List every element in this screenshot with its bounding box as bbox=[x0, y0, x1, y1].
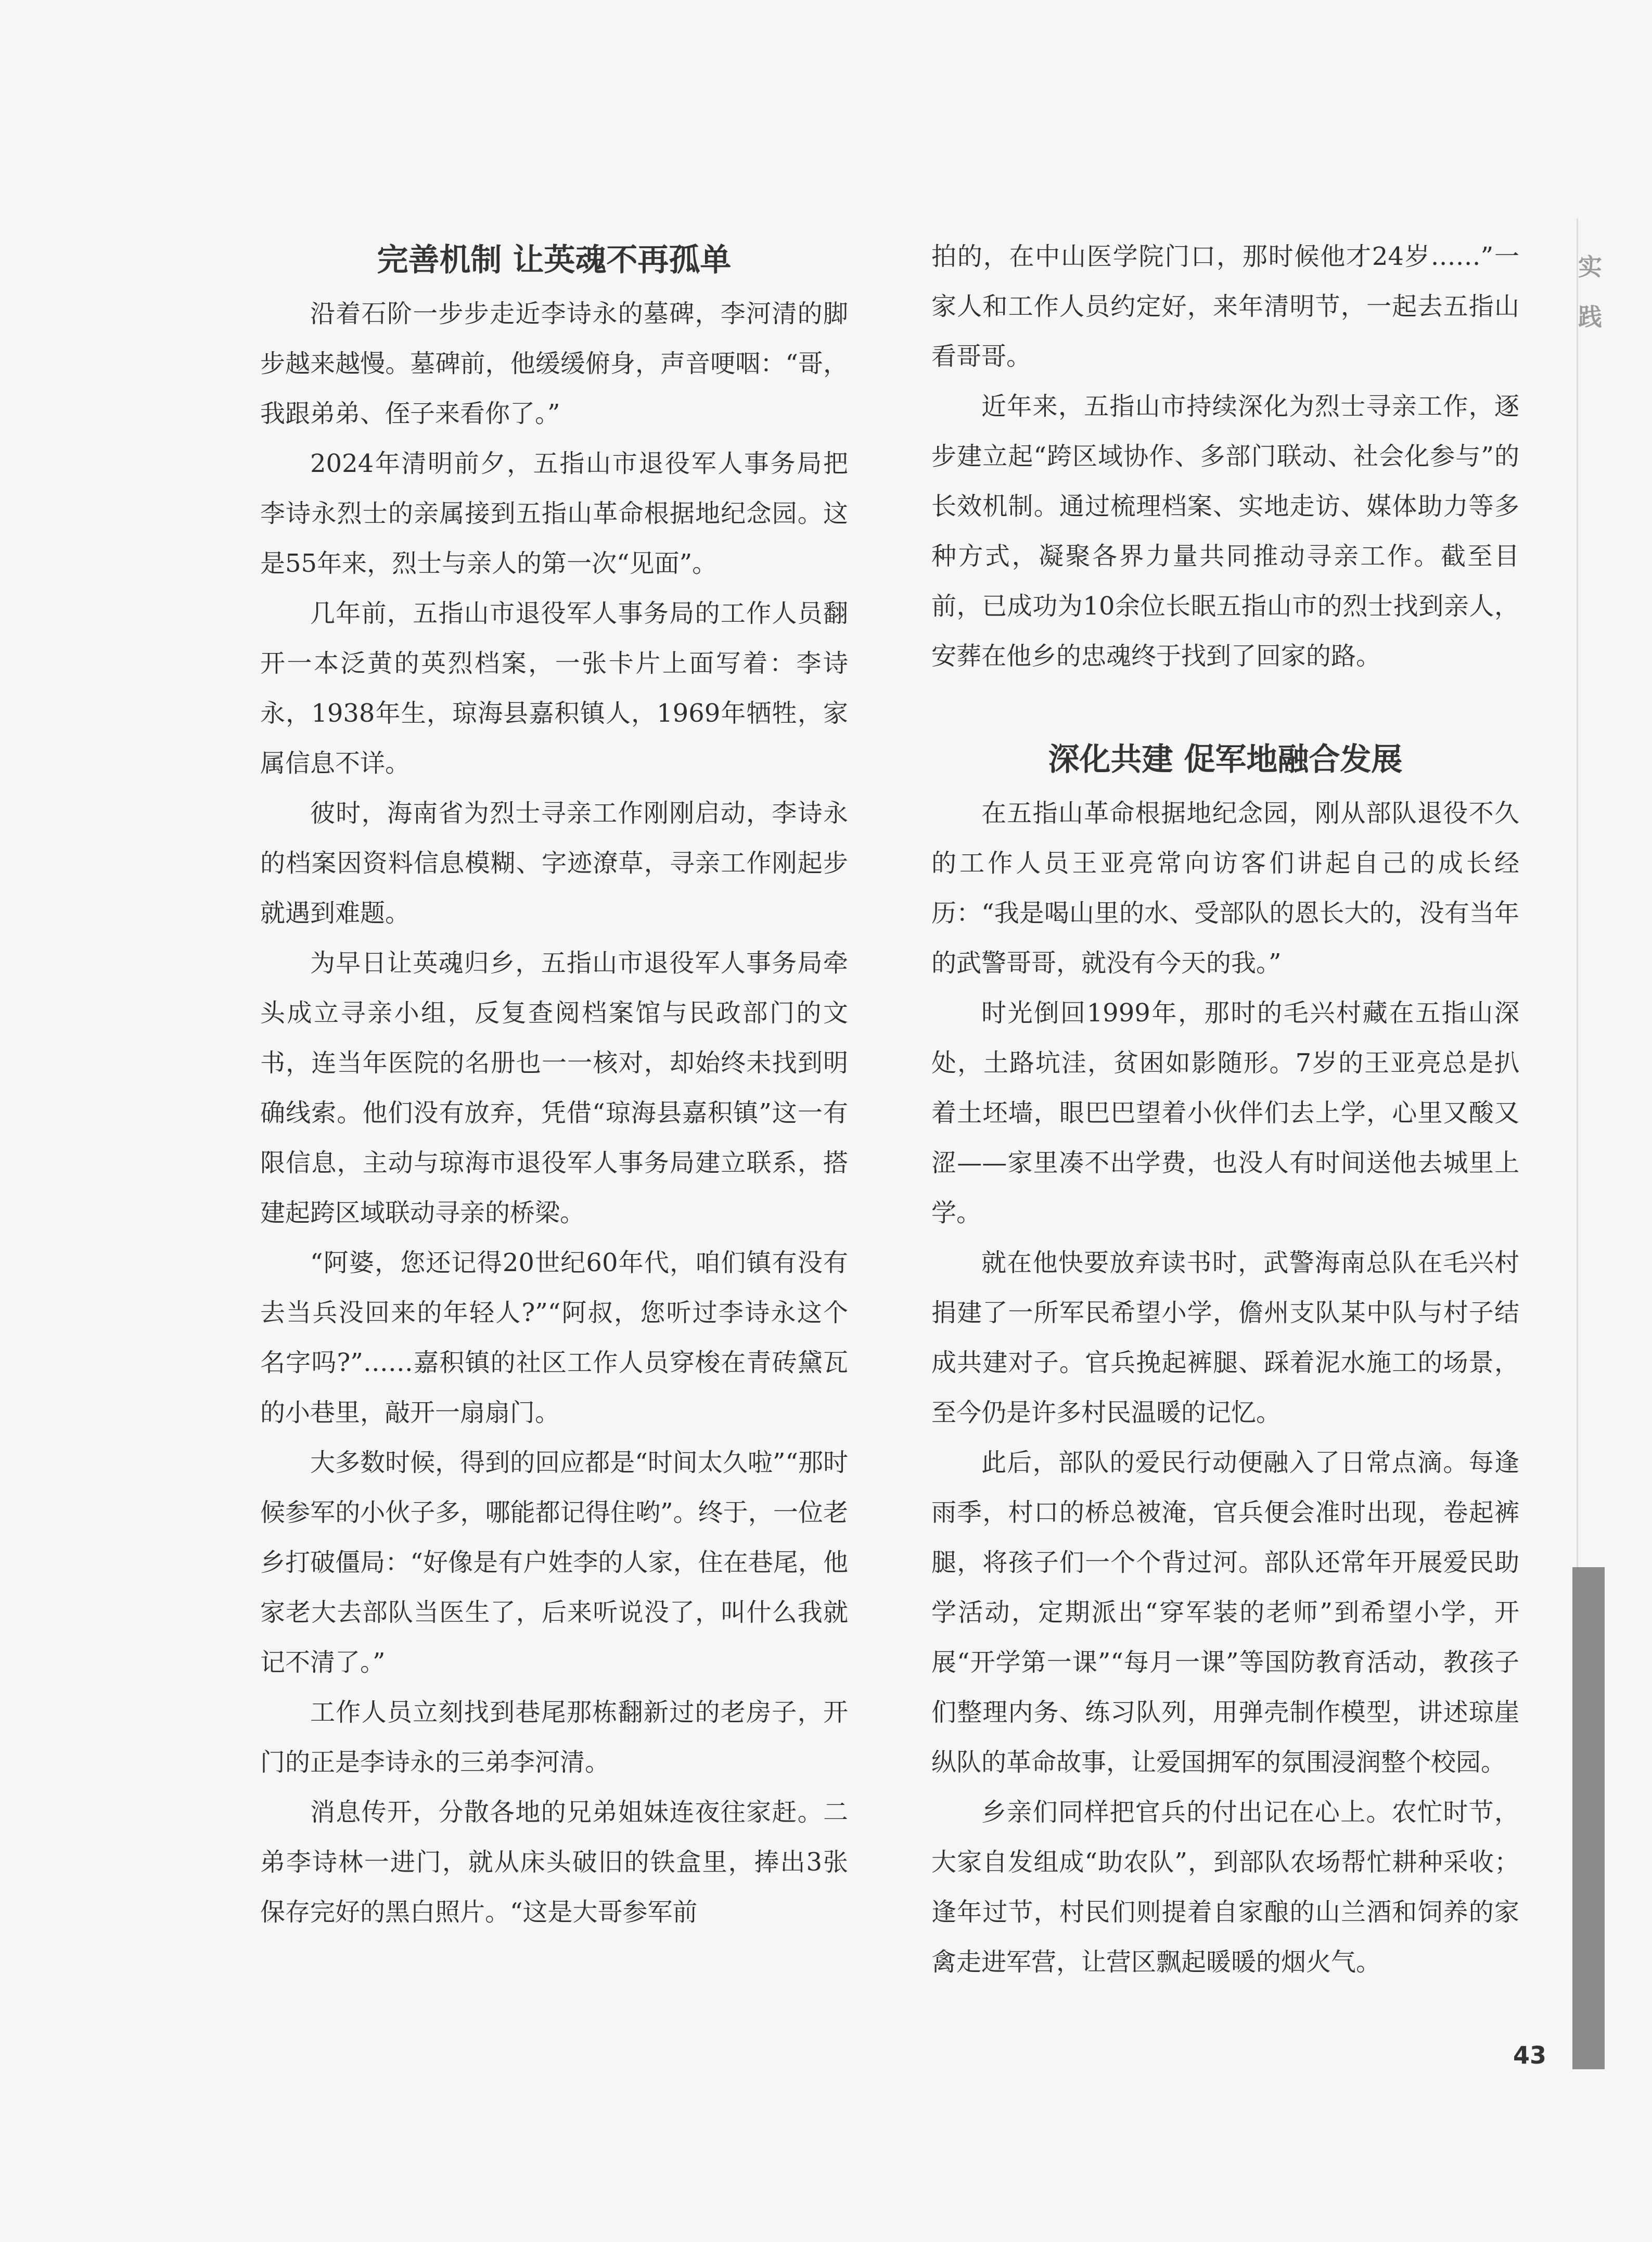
section-spacer bbox=[931, 681, 1519, 731]
paragraph: 就在他快要放弃读书时，武警海南总队在毛兴村捐建了一所军民希望小学，儋州支队某中队与村子结成共建对子。官兵挽起裤腿、踩着泥水施工的场景，至今仍是许多村民温暖的记忆。 bbox=[931, 1248, 1519, 1427]
right-column bbox=[931, 232, 1519, 1987]
paragraph: 此后，部队的爱民行动便融入了日常点滴。每逢雨季，村口的桥总被淹，官兵便会准时出现，卷起裤腿，将孩子们一个个背过河。部队还常年开展爱民助学活动，定期派出“穿军装的老师”到希望小学，开展“开学第一课”“每月一课”等国防教育活动，教孩子们整理内务、练习队列，用弹壳制作模型，讲述琼崖纵队的革命故事，让爱国拥军的氛围浸润整个校园。 bbox=[931, 1448, 1519, 1777]
paragraph: 为早日让英魂归乡，五指山市退役军人事务局牵头成立寻亲小组，反复查阅档案馆与民政部门的文书，连当年医院的名册也一一核对，却始终未找到明确线索。他们没有放弃，凭借“琼海县嘉积镇”这一有限信息，主动与琼海市退役军人事务局建立联系，搭建起跨区域联动寻亲的桥梁。 bbox=[260, 949, 848, 1227]
paragraph: 在五指山革命根据地纪念园，刚从部队退役不久的工作人员王亚亮常向访客们讲起自己的成长经历：“我是喝山里的水、受部队的恩长大的，没有当年的武警哥哥，就没有今天的我。” bbox=[931, 799, 1519, 978]
paragraph: 近年来，五指山市持续深化为烈士寻亲工作，逐步建立起“跨区域协作、多部门联动、社会化参与”的长效机制。通过梳理档案、实地走访、媒体助力等多种方式，凝聚各界力量共同推动寻亲工作。截至目前，已成功为10余位长眠五指山市的烈士找到亲人，安葬在他乡的忠魂终于找到了回家的路。 bbox=[931, 392, 1519, 671]
paragraph: 沿着石阶一步步走近李诗永的墓碑，李河清的脚步越来越慢。墓碑前，他缓缓俯身，声音哽咽：“哥，我跟弟弟、侄子来看你了。” bbox=[260, 299, 848, 428]
page-number: 43 bbox=[1513, 2041, 1546, 2069]
section-heading-1: 完善机制 让英魂不再孤单 bbox=[377, 242, 732, 278]
paragraph: 2024年清明前夕，五指山市退役军人事务局把李诗永烈士的亲属接到五指山革命根据地纪念园。这是55年来，烈士与亲人的第一次“见面”。 bbox=[260, 449, 848, 578]
paragraph: 大多数时候，得到的回应都是“时间太久啦”“那时候参军的小伙子多，哪能都记得住哟”。终于，一位老乡打破僵局：“好像是有户姓李的人家，住在巷尾，他家老大去部队当医生了，后来听说没了，叫什么我就记不清了。” bbox=[260, 1448, 848, 1677]
paragraph: “阿婆，您还记得20世纪60年代，咱们镇有没有去当兵没回来的年轻人?”“阿叔，您听过李诗永这个名字吗?”……嘉积镇的社区工作人员穿梭在青砖黛瓦的小巷里，敲开一扇扇门。 bbox=[260, 1248, 848, 1427]
paragraph: 工作人员立刻找到巷尾那栋翻新过的老房子，开门的正是李诗永的三弟李河清。 bbox=[260, 1698, 848, 1777]
paragraph: 消息传开，分散各地的兄弟姐妹连夜往家赶。二弟李诗林一进门，就从床头破旧的铁盒里，捧出3张保存完好的黑白照片。“这是大哥参军前 bbox=[260, 1798, 848, 1927]
section-heading-2: 深化共建 促军地融合发展 bbox=[1048, 741, 1403, 778]
section-tab-char-1: 实 bbox=[1578, 253, 1602, 281]
paragraph: 彼时，海南省为烈士寻亲工作刚刚启动，李诗永的档案因资料信息模糊、字迹潦草，寻亲工作刚起步就遇到难题。 bbox=[260, 799, 848, 928]
paragraph-continuation: 拍的，在中山医学院门口，那时候他才24岁……”一家人和工作人员约定好，来年清明节，一起去五指山看哥哥。 bbox=[931, 242, 1519, 371]
paragraph: 几年前，五指山市退役军人事务局的工作人员翻开一本泛黄的英烈档案，一张卡片上面写着：李诗永，1938年生，琼海县嘉积镇人，1969年牺牲，家属信息不详。 bbox=[260, 599, 848, 778]
paragraph: 乡亲们同样把官兵的付出记在心上。农忙时节，大家自发组成“助农队”，到部队农场帮忙耕种采收；逢年过节，村民们则提着自家酿的山兰酒和饲养的家禽走进军营，让营区飘起暖暖的烟火气。 bbox=[931, 1798, 1519, 1977]
section-tab-char-2: 践 bbox=[1578, 303, 1602, 331]
paragraph: 时光倒回1999年，那时的毛兴村藏在五指山深处，土路坑洼，贫困如影随形。7岁的王亚亮总是扒着土坯墙，眼巴巴望着小伙伴们去上学，心里又酸又涩——家里凑不出学费，也没人有时间送他去城里上学。 bbox=[931, 998, 1519, 1227]
section-tab bbox=[1577, 242, 1604, 342]
side-color-bar bbox=[1572, 1567, 1605, 2069]
left-column bbox=[260, 232, 848, 1937]
